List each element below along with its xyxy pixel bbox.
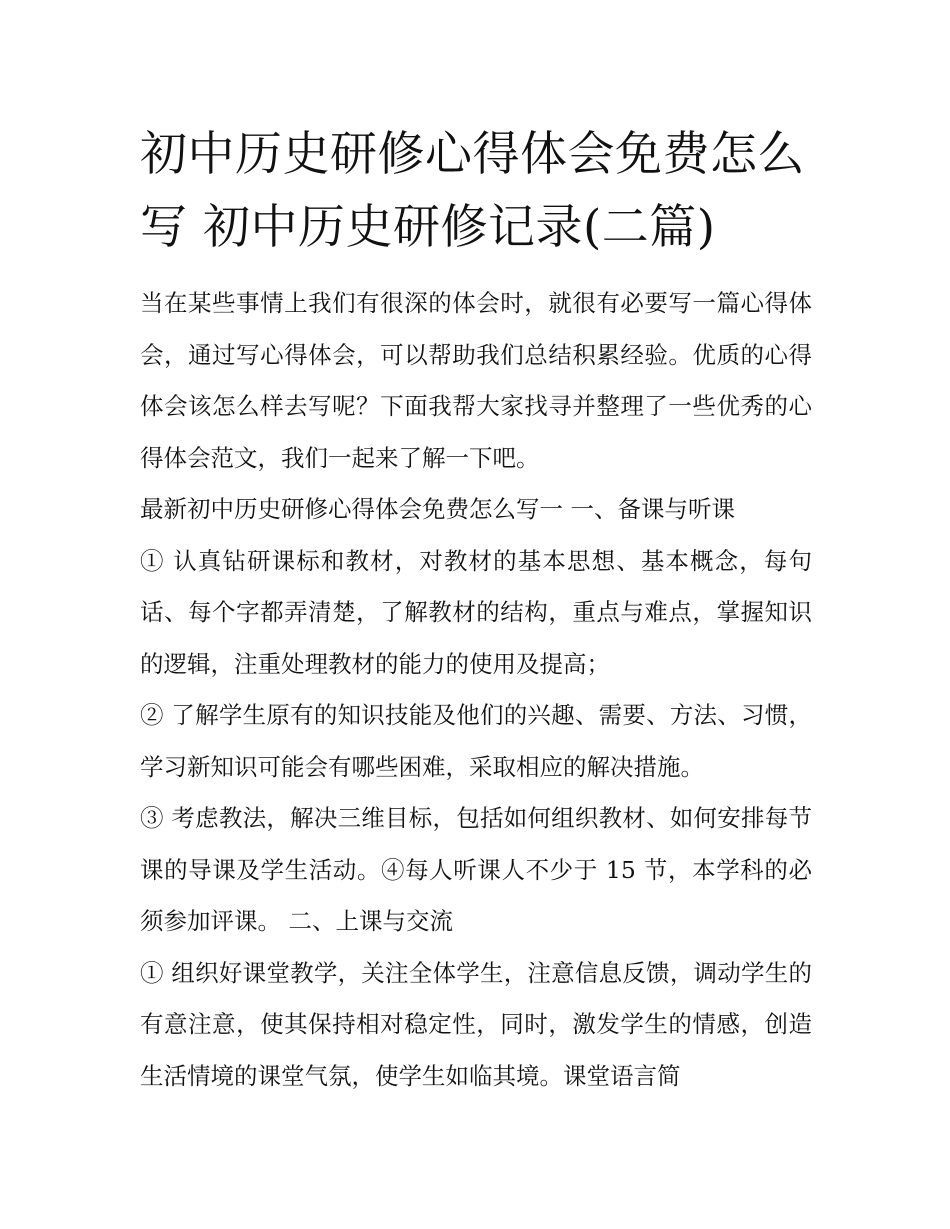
section-heading-prepare-and-observe: 最新初中历史研修心得体会免费怎么写一 一、备课与听课 [140,495,735,523]
list-item-3: ③ 考虑教法，解决三维目标，包括如何组织教材、如何安排每节课的导课及学生活动。④每人听课人不少于 15 节，本学科的必须参加评课。 二、上课与交流 [140,804,812,935]
intro-paragraph: 当在某些事情上我们有很深的体会时，就很有必要写一篇心得体会，通过写心得体会，可以帮助我们总结积累经验。优质的心得体会该怎么样去写呢？下面我帮大家找寻并整理了一些优秀的心得体会范文，我们一起来了解一下吧。 [140,289,812,472]
document-page [140,118,812,1102]
list-item-1: ① 认真钻研课标和教材，对教材的基本思想、基本概念，每句话、每个字都弄清楚，了解教材的结构，重点与难点，掌握知识的逻辑，注重处理教材的能力的使用及提高； [140,546,812,678]
document-title: 初中历史研修心得体会免费怎么写 初中历史研修记录(二篇) [140,127,805,255]
list-item-class-teaching: ① 组织好课堂教学，关注全体学生，注意信息反馈，调动学生的有意注意，使其保持相对稳定性，同时，激发学生的情感，创造生活情境的课堂气氛，使学生如临其境。课堂语言简 [140,958,812,1090]
document-body [140,278,812,1102]
list-item-2: ② 了解学生原有的知识技能及他们的兴趣、需要、方法、习惯，学习新知识可能会有哪些困难，采取相应的解决措施。 [140,701,812,781]
